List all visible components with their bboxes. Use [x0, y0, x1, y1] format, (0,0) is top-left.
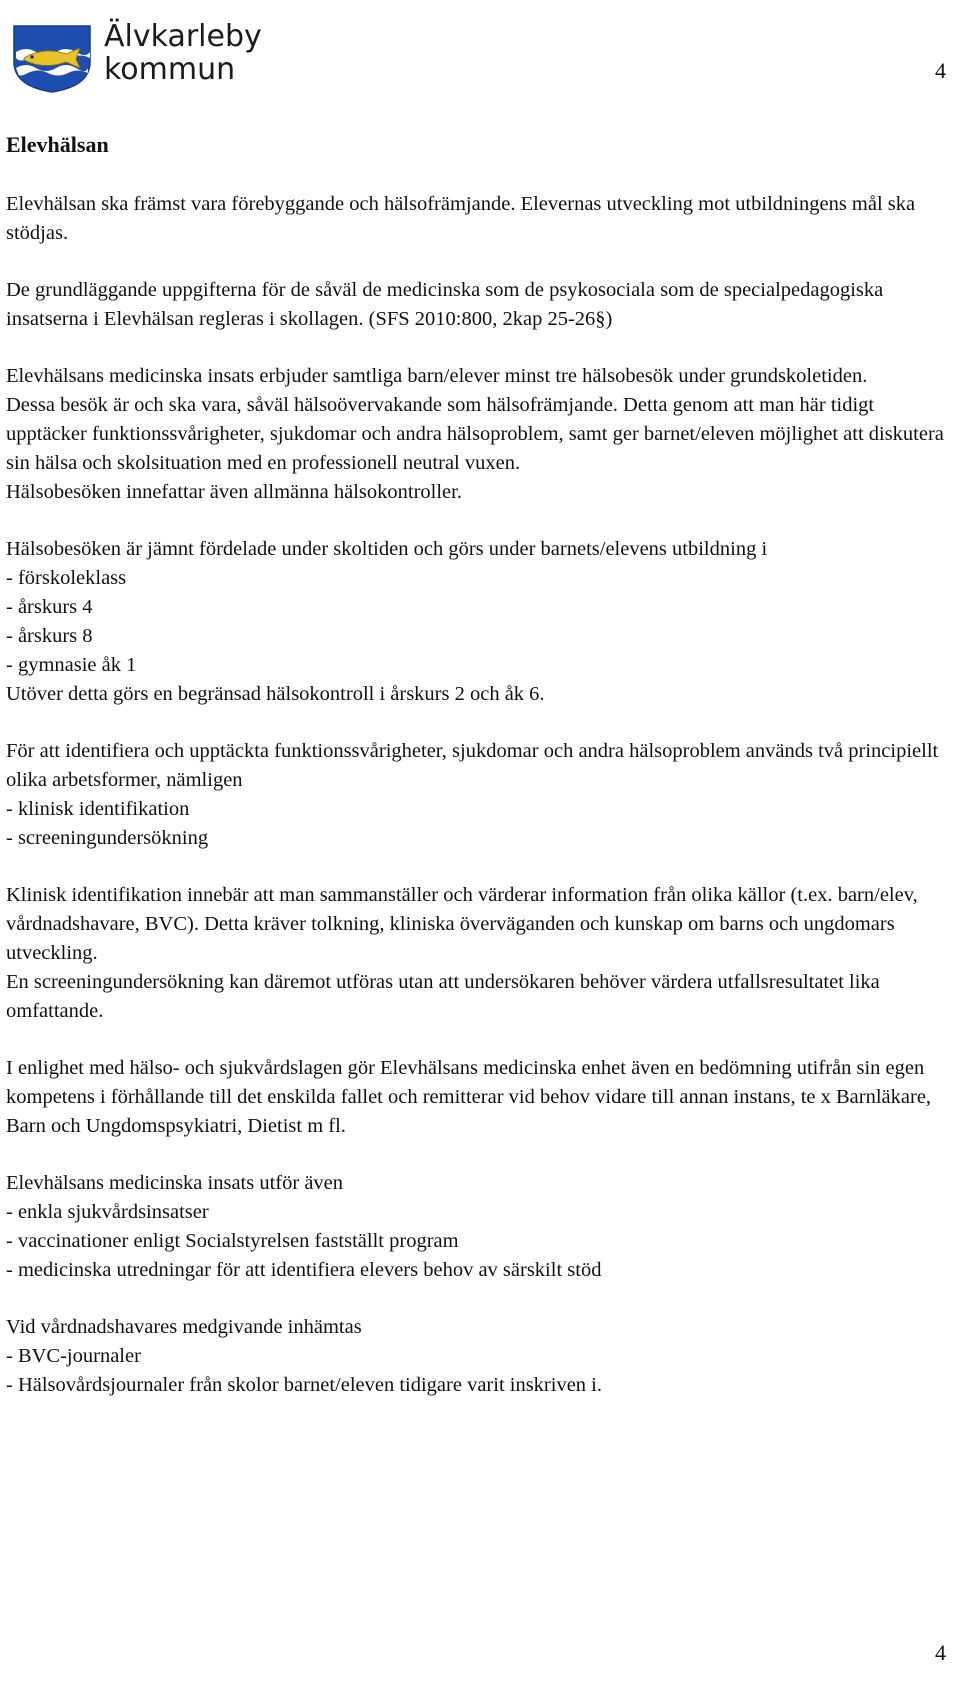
paragraph [6, 1313, 951, 1400]
paragraph-line: - årskurs 8 [6, 625, 93, 647]
paragraph [6, 362, 951, 507]
paragraph-line: - medicinska utredningar för att identifiera elevers behov av särskilt stöd [6, 1259, 602, 1281]
paragraph [6, 535, 951, 709]
paragraph [6, 737, 951, 853]
paragraph [6, 1169, 951, 1285]
paragraph-line: - gymnasie åk 1 [6, 654, 137, 676]
paragraph-line: - Hälsovårdsjournaler från skolor barnet/eleven tidigare varit inskriven i. [6, 1374, 603, 1396]
section-heading: Elevhälsan [6, 132, 109, 157]
paragraph-line: - enkla sjukvårdsinsatser [6, 1201, 209, 1223]
paragraph-line: I enlighet med hälso- och sjukvårdslagen gör Elevhälsans medicinska enhet även en bedömning utifrån sin egen kompetens i förhållande till det enskilda fallet och remitterar vid behov vidare till annan instans, te x Barnläkare, Barn och Ungdomspsykiatri, Dietist m fl. [6, 1057, 932, 1137]
brand-name-line2: kommun [104, 52, 236, 87]
paragraph [6, 881, 951, 1026]
page-number-top: 4 [935, 58, 946, 83]
paragraph-line: Vid vårdnadshavares medgivande inhämtas [6, 1316, 362, 1338]
paragraph-line: - vaccinationer enligt Socialstyrelsen fastställt program [6, 1230, 459, 1252]
paragraph-line: Hälsobesöken innefattar även allmänna hälsokontroller. [6, 481, 462, 503]
paragraph-line: För att identifiera och upptäckta funktionssvårigheter, sjukdomar och andra hälsoproblem används två principiellt olika arbetsformer, nämligen [6, 740, 939, 791]
page-header [0, 0, 960, 100]
paragraph-line: Utöver detta görs en begränsad hälsokontroll i årskurs 2 och åk 6. [6, 683, 545, 705]
paragraph [6, 190, 951, 248]
paragraph-line: Dessa besök är och ska vara, såväl hälsoövervakande som hälsofrämjande. Detta genom att man här tidigt upptäcker funktionssvårigheter, sjukdomar och andra hälsoproblem, samt ger barnet/eleven möjlighet att diskutera sin hälsa och skolsituation med en professionell neutral vuxen. [6, 394, 944, 474]
brand-name-line1: Älvkarleby [104, 19, 262, 54]
paragraph-line: - årskurs 4 [6, 596, 93, 618]
paragraph-line: Klinisk identifikation innebär att man sammanställer och värderar information från olika källor (t.ex. barn/elev, vårdnadshavare, BVC). Detta kräver tolkning, kliniska överväganden och kunskap om barns och ungdomars utveckling. [6, 884, 918, 964]
paragraph-line: Elevhälsans medicinska insats erbjuder samtliga barn/elever minst tre hälsobesök under grundskoletiden. [6, 365, 868, 387]
paragraph-line: En screeningundersökning kan däremot utföras utan att undersökaren behöver värdera utfallsresultatet lika omfattande. [6, 971, 880, 1022]
paragraph-line: - BVC-journaler [6, 1345, 141, 1367]
paragraph [6, 276, 951, 334]
municipality-wordmark [104, 20, 262, 86]
paragraph-line: Elevhälsans medicinska insats utför även [6, 1172, 344, 1194]
paragraph-line: - förskoleklass [6, 567, 127, 589]
paragraph [6, 1054, 951, 1141]
paragraph-line: - klinisk identifikation [6, 798, 190, 820]
page-number-bottom: 4 [935, 1640, 946, 1665]
paragraph-line: Hälsobesöken är jämnt fördelade under skoltiden och görs under barnets/elevens utbildning i [6, 538, 768, 560]
paragraph-line: - screeningundersökning [6, 827, 209, 849]
paragraph-line: De grundläggande uppgifterna för de såväl de medicinska som de psykosociala som de specialpedagogiska insatserna i Elevhälsan regleras i skollagen. (SFS 2010:800, 2kap 25-26§) [6, 279, 884, 330]
document-body [6, 130, 951, 1428]
paragraph-list [6, 190, 951, 1400]
municipality-coat-of-arms-icon [10, 22, 94, 94]
paragraph-line: Elevhälsan ska främst vara förebyggande och hälsofrämjande. Elevernas utveckling mot utbildningens mål ska stödjas. [6, 193, 916, 244]
